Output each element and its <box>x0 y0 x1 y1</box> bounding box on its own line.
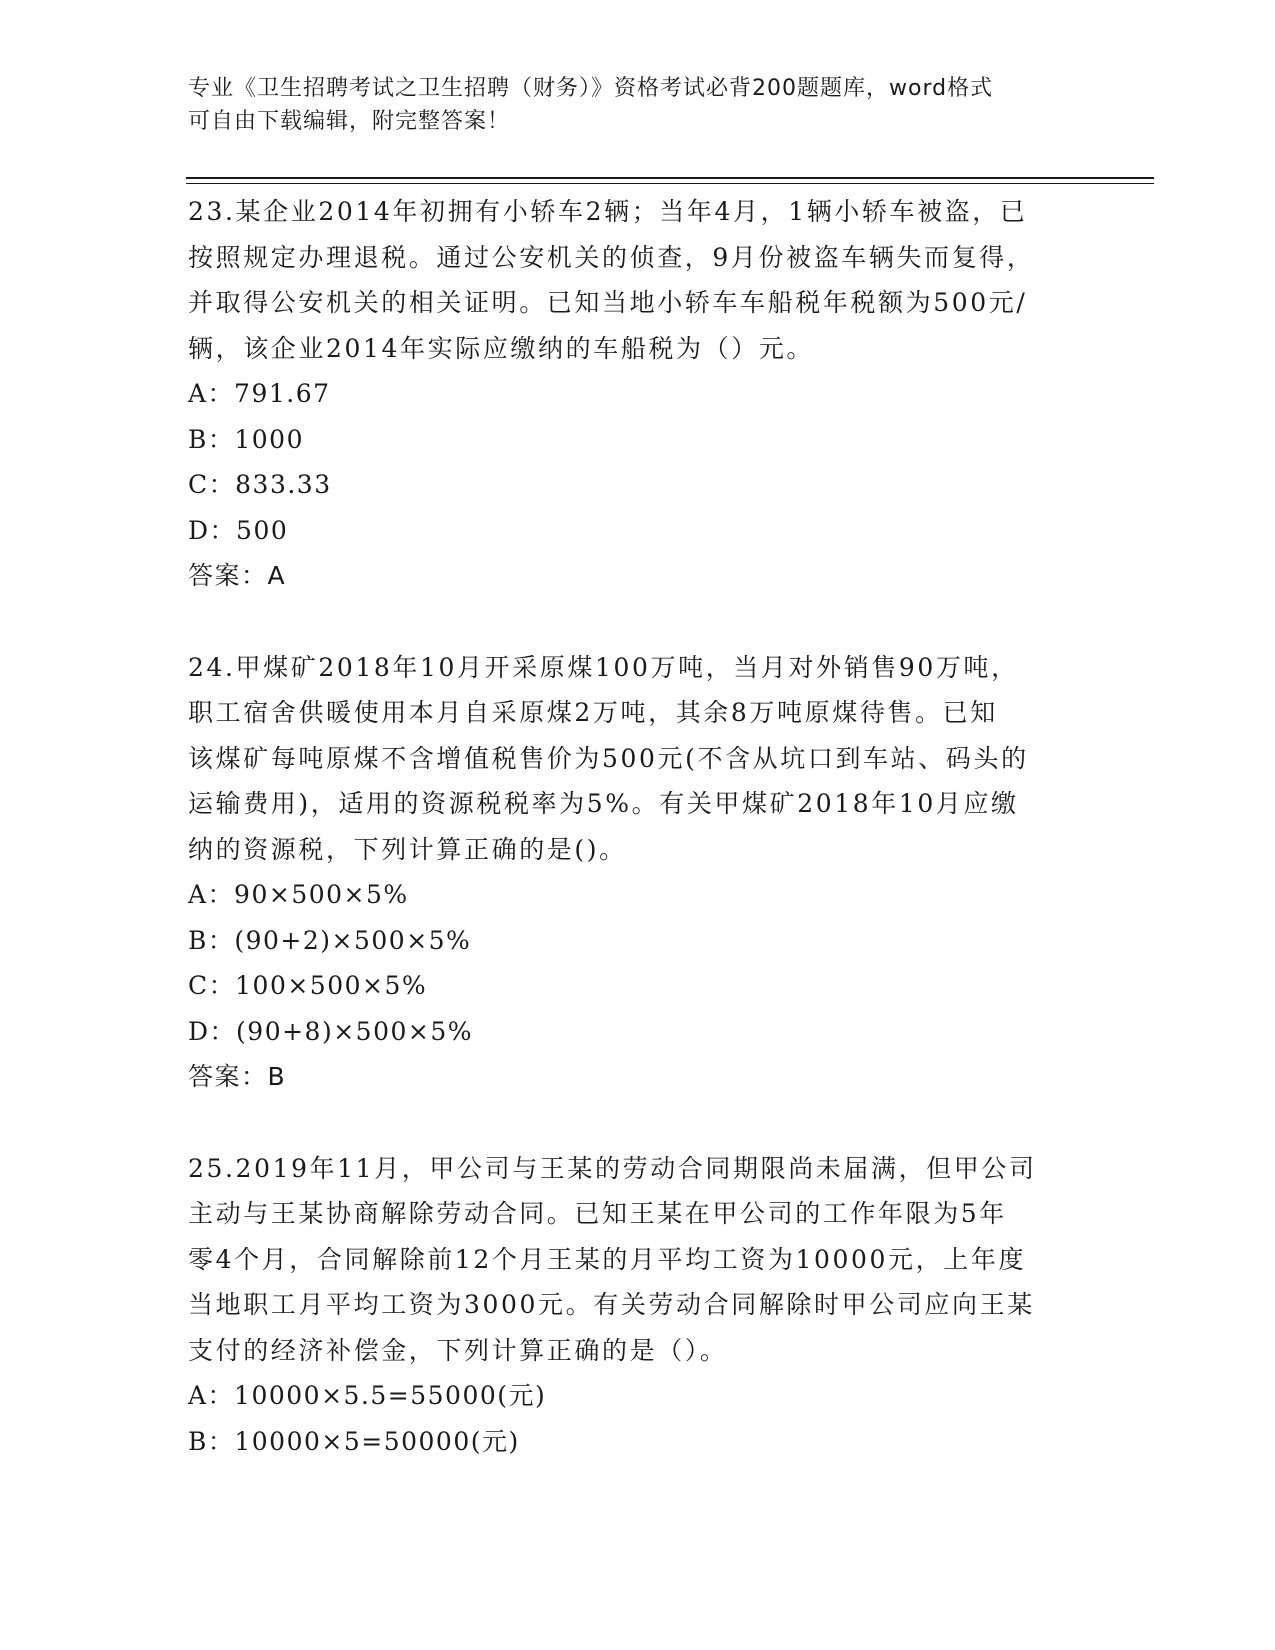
question-line: 运输费用)，适用的资源税税率为5%。有关甲煤矿2018年10月应缴 <box>188 789 1019 818</box>
question-23 <box>188 189 1088 599</box>
question-line: 该煤矿每吨原煤不含增值税售价为500元(不含从坑口到车站、码头的 <box>188 743 1029 773</box>
question-23-answer: 答案：A <box>188 561 287 590</box>
question-spacer <box>188 1100 1088 1146</box>
question-line: 辆，该企业2014年实际应缴纳的车船税为（）元。 <box>188 333 815 363</box>
question-line: 零4个月，合同解除前12个月王某的月平均工资为10000元，上年度 <box>188 1244 1027 1274</box>
question-line: 24.甲煤矿2018年10月开采原煤100万吨，当月对外销售90万吨， <box>188 652 1019 682</box>
question-line: 纳的资源税，下列计算正确的是()。 <box>188 834 627 864</box>
question-line: 23.某企业2014年初拥有小轿车2辆；当年4月，1辆小轿车被盗，已 <box>188 197 1028 226</box>
header-title-line-2: 可自由下载编辑，附完整答案！ <box>188 109 511 134</box>
question-line: 25.2019年11月，甲公司与王某的劳动合同期限尚未届满，但甲公司 <box>188 1153 1037 1183</box>
question-25-option-b: B：10000×5=50000(元) <box>188 1426 520 1456</box>
question-24-stem <box>188 645 1088 873</box>
question-23-option-d: D：500 <box>188 515 289 545</box>
question-24-option-a: A：90×500×5% <box>188 880 409 909</box>
question-spacer <box>188 599 1088 645</box>
question-list <box>188 189 1088 1464</box>
question-25-option-a: A：10000×5.5=55000(元) <box>188 1381 547 1410</box>
question-25 <box>188 1146 1088 1465</box>
question-23-option-b: B：1000 <box>188 424 304 454</box>
question-24-answer: 答案：B <box>188 1062 287 1091</box>
question-23-stem <box>188 189 1088 371</box>
document-header <box>188 72 1088 138</box>
question-24-option-c: C：100×500×5% <box>188 971 428 1000</box>
question-line: 当地职工月平均工资为3000元。有关劳动合同解除时甲公司应向王某 <box>188 1290 1035 1319</box>
question-line: 并取得公安机关的相关证明。已知当地小轿车车船税年税额为500元/ <box>188 288 1028 317</box>
question-25-stem <box>188 1146 1088 1374</box>
question-line: 支付的经济补偿金，下列计算正确的是（）。 <box>188 1335 728 1365</box>
question-24-option-b: B：(90+2)×500×5% <box>188 925 472 955</box>
header-title-line-1: 专业《卫生招聘考试之卫生招聘（财务）》资格考试必背200题题库，word格式 <box>188 76 994 101</box>
question-line: 按照规定办理退税。通过公安机关的侦查，9月份被盗车辆失而复得， <box>188 242 1035 272</box>
question-24-option-d: D：(90+8)×500×5% <box>188 1016 473 1046</box>
question-line: 主动与王某协商解除劳动合同。已知王某在甲公司的工作年限为5年 <box>188 1199 1007 1228</box>
question-line: 职工宿舍供暖使用本月自采原煤2万吨，其余8万吨原煤待售。已知 <box>188 698 998 727</box>
question-23-option-c: C：833.33 <box>188 470 332 499</box>
header-divider-thin <box>186 183 1154 184</box>
question-23-option-a: A：791.67 <box>188 379 331 408</box>
header-divider-thick <box>186 177 1154 179</box>
question-24 <box>188 645 1088 1100</box>
